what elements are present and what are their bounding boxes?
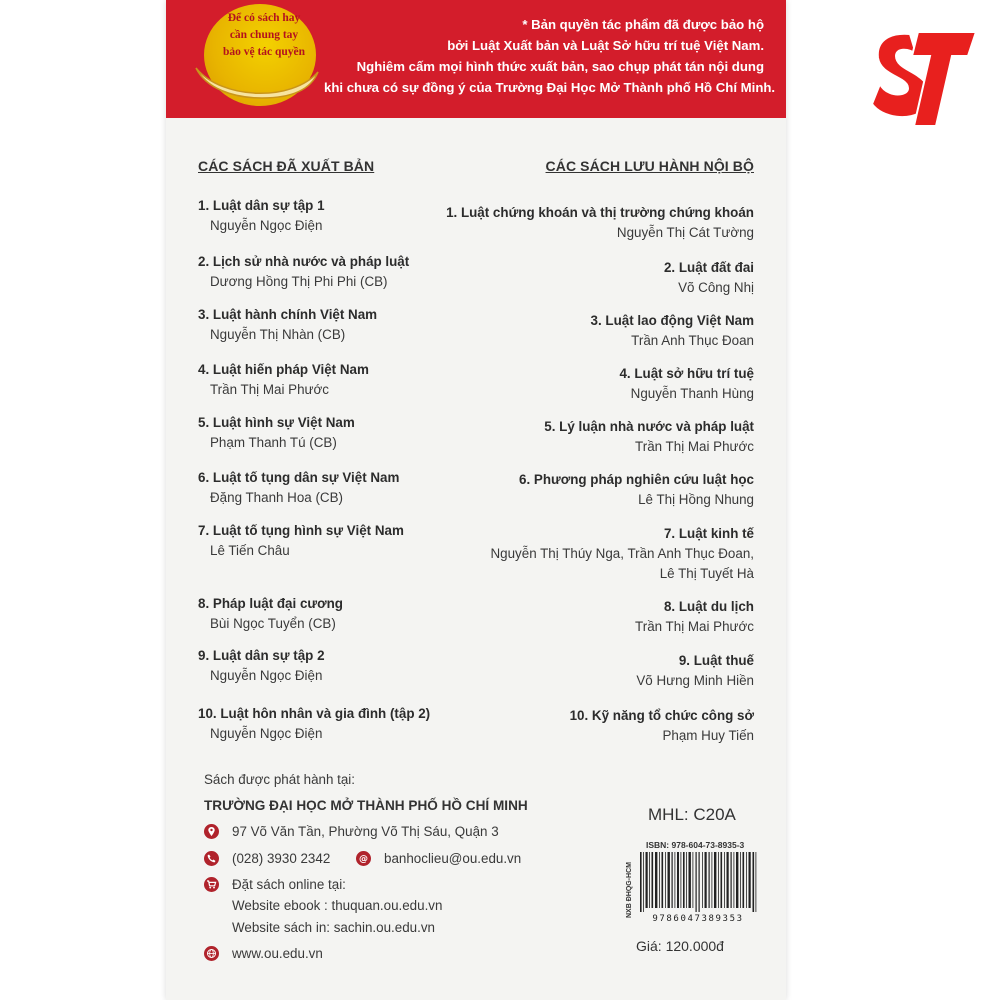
- book-back-cover: [166, 0, 786, 1000]
- list-item: 4. Luật sở hữu trí tuệ Nguyễn Thanh Hùng: [619, 366, 754, 401]
- copyright-logo: [186, 0, 326, 118]
- print-site-link[interactable]: Website sách in: sachin.ou.edu.vn: [232, 920, 435, 935]
- email-text: banhoclieu@ou.edu.vn: [384, 851, 522, 866]
- list-item: 5. Lý luận nhà nước và pháp luật Trần Thị Mai Phước: [544, 419, 754, 454]
- list-item: 5. Luật hình sự Việt Nam Phạm Thanh Tú (CB): [198, 415, 355, 450]
- list-item: 3. Luật hành chính Việt Nam Nguyễn Thị Nhàn (CB): [198, 307, 378, 342]
- address-row: [204, 822, 499, 842]
- publisher-code: NXB ĐHQG-HCM: [626, 862, 633, 918]
- online-label: Đặt sách online tại:: [232, 877, 346, 892]
- list-item: 9. Luật dân sự tập 2 Nguyễn Ngọc Điện: [198, 648, 325, 683]
- email-icon: [356, 851, 371, 866]
- internal-heading: CÁC SÁCH LƯU HÀNH NỘI BỘ: [545, 158, 754, 174]
- hand-icon: [192, 62, 322, 102]
- list-item: 7. Luật tố tụng hình sự Việt Nam Lê Tiến Châu: [198, 523, 404, 558]
- university-name: TRƯỜNG ĐẠI HỌC MỞ THÀNH PHỐ HỒ CHÍ MINH: [204, 798, 528, 813]
- price-label: Giá: 120.000đ: [636, 938, 724, 954]
- list-item: 10. Luật hôn nhân và gia đình (tập 2) Nguyễn Ngọc Điện: [198, 706, 431, 741]
- list-item: 2. Luật đất đai Võ Công Nhị: [663, 260, 754, 295]
- svg-text:@: @: [359, 854, 369, 864]
- phone-icon: [204, 851, 219, 866]
- published-heading: CÁC SÁCH ĐÃ XUẤT BẢN: [198, 158, 375, 174]
- online-row: [204, 875, 346, 895]
- website-link[interactable]: www.ou.edu.vn: [232, 946, 323, 961]
- product-code: MHL: C20A: [648, 805, 736, 824]
- list-item: 10. Kỹ năng tổ chức công sở Phạm Huy Tiến: [569, 708, 754, 743]
- address-text: 97 Võ Văn Tần, Phường Võ Thị Sáu, Quận 3: [232, 824, 499, 839]
- location-icon: [204, 824, 219, 839]
- list-item: 4. Luật hiến pháp Việt Nam Trần Thị Mai Phước: [198, 362, 369, 397]
- phone-text: (028) 3930 2342: [232, 851, 331, 866]
- list-item: 8. Luật du lịch Trần Thị Mai Phước: [635, 599, 754, 634]
- copyright-notice: * Bản quyền tác phẩm đã được bảo hộ bởi Luật Xuất bản và Luật Sở hữu trí tuệ Việt Nam. Nghiêm cấm mọi hình thức xuất bản, sao chụp phát tán nội dung khi chưa có sự đồng ý của Trường Đại Học Mở Thành phố Hồ Chí Minh.: [324, 17, 776, 95]
- list-item: 6. Luật tố tụng dân sự Việt Nam Đặng Thanh Hoa (CB): [198, 470, 400, 505]
- copyright-slogan: Để có sách hay cần chung tay bảo vệ tác quyền: [222, 12, 306, 58]
- list-item: 7. Luật kinh tế Nguyễn Thị Thúy Nga, Trần Anh Thục Đoan, Lê Thị Tuyết Hà: [490, 526, 754, 581]
- isbn-label: ISBN: 978-604-73-8935-3: [646, 840, 745, 850]
- list-item: 3. Luật lao động Việt Nam Trần Anh Thục Đoan: [590, 313, 754, 348]
- distribution-intro: Sách được phát hành tại:: [204, 772, 356, 787]
- list-item: 6. Phương pháp nghiên cứu luật học Lê Thị Hồng Nhung: [519, 472, 754, 507]
- barcode-digits: 9786047389353: [652, 914, 744, 924]
- isbn-barcode: [636, 852, 761, 924]
- st-logo: [870, 26, 978, 132]
- list-item: 1. Luật chứng khoán và thị trường chứng khoán Nguyễn Thị Cát Tường: [446, 205, 754, 240]
- list-item: 9. Luật thuế Võ Hưng Minh Hiền: [636, 653, 754, 688]
- globe-icon: [204, 946, 219, 961]
- copyright-banner: [166, 0, 786, 118]
- list-item: 8. Pháp luật đại cương Bùi Ngọc Tuyển (CB): [198, 596, 343, 631]
- ebook-link[interactable]: Website ebook : thuquan.ou.edu.vn: [232, 898, 443, 913]
- contact-row: [204, 849, 521, 869]
- cart-icon: [204, 877, 219, 892]
- list-item: 2. Lịch sử nhà nước và pháp luật Dương Hồng Thị Phi Phi (CB): [198, 254, 410, 289]
- website-row: [204, 944, 323, 964]
- list-item: 1. Luật dân sự tập 1 Nguyễn Ngọc Điện: [198, 198, 325, 233]
